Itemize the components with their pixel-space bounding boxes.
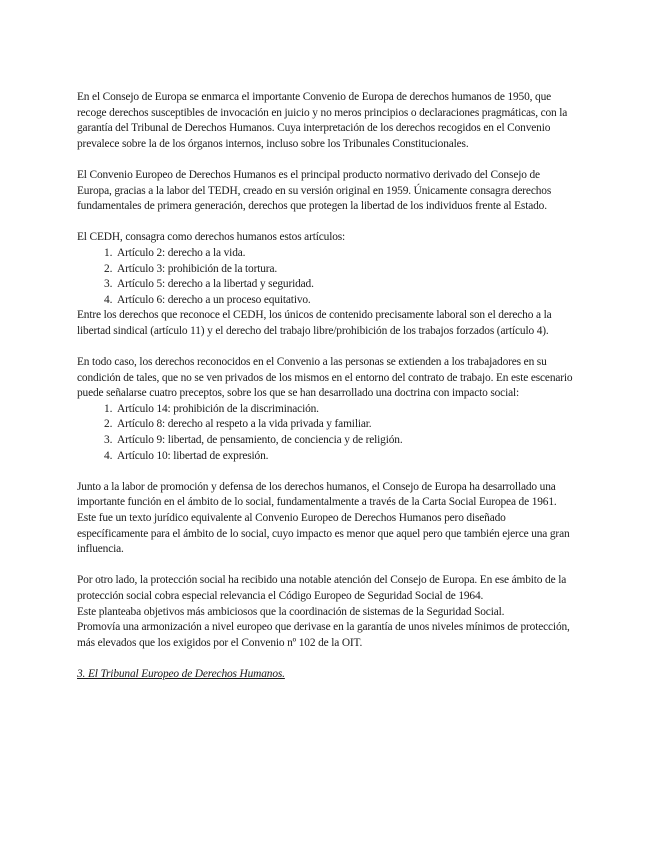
list-item: 2. Artículo 3: prohibición de la tortura. <box>115 262 577 278</box>
list-item: 2. Artículo 8: derecho al respeto a la vida privada y familiar. <box>115 417 577 433</box>
list-item: 3. Artículo 5: derecho a la libertad y seguridad. <box>115 277 577 293</box>
paragraph-trabajadores-intro: En todo caso, los derechos reconocidos en el Convenio a las personas se extienden a los trabajadores en su condición de tales, que no se ven privados de los mismos en el entorno del contrato de trabajo. En este escenario puede señalarse cuatro preceptos, sobre los que se han desarrollado una doctrina con impacto social: <box>77 356 573 400</box>
list-cedh-articulos <box>77 246 577 308</box>
list-item: 3. Artículo 9: libertad, de pensamiento, de conciencia y de religión. <box>115 433 577 449</box>
list-item: 1. Artículo 14: prohibición de la discriminación. <box>115 402 577 418</box>
paragraph-carta-social: Junto a la labor de promoción y defensa de los derechos humanos, el Consejo de Europa ha desarrollado una importante función en el ámbito de lo social, fundamentalmente a través de la Carta Social Europea de 1961. <box>77 480 557 509</box>
paragraph-cedh-articulos-intro: El CEDH, consagra como derechos humanos estos artículos: <box>77 231 346 244</box>
paragraph-cedh-principal: El Convenio Europeo de Derechos Humanos es el principal producto normativo derivado del Consejo de Europa, gracias a la labor del TEDH, creado en su versión original en 1959. Únicamente consagra derechos fundamentales de primera generación, derechos que protegen la libertad de los individuos frente al Estado. <box>77 168 552 213</box>
list-preceptos <box>77 402 577 464</box>
paragraph-armonizacion: Promovía una armonización a nivel europeo que derivase en la garantía de unos niveles mínimos de protección, más elevados que los exigidos por el Convenio nº 102 de la OIT. <box>77 621 570 649</box>
section-heading: 3. El Tribunal Europeo de Derechos Humanos. <box>77 667 285 680</box>
list-item: 1. Artículo 2: derecho a la vida. <box>115 246 577 262</box>
list-item: 4. Artículo 10: libertad de expresión. <box>115 449 577 465</box>
paragraph-objetivos: Este planteaba objetivos más ambiciosos que la coordinación de sistemas de la Seguridad Social. <box>77 605 505 618</box>
paragraph-derechos-laborales: Entre los derechos que reconoce el CEDH, los únicos de contenido precisamente laboral son el derecho a la libertad sindical (artículo 11) y el derecho del trabajo libre/prohibición de los trabajos forzados (artículo 4). <box>77 309 552 337</box>
document-page <box>77 90 577 698</box>
paragraph-carta-social-texto: Este fue un texto jurídico equivalente al Convenio Europeo de Derechos Humanos pero diseñado específicamente para el ámbito de lo social, cuyo impacto es menor que aquel pero que también ejerce una gran influencia. <box>77 512 570 556</box>
paragraph-proteccion-social: Por otro lado, la protección social ha recibido una notable atención del Consejo de Europa. En ese ámbito de la protección social cobra especial relevancia el Código Europeo de Seguridad Social de 1964. <box>77 574 567 602</box>
paragraph-convenio-1950: En el Consejo de Europa se enmarca el importante Convenio de Europa de derechos humanos de 1950, que recoge derechos susceptibles de invocación en juicio y no meros principios o declaraciones pragmáticas, con la garantía del Tribunal de Derechos Humanos. Cuya interpretación de los derechos recogidos en el Convenio prevalece sobre la de los órganos internos, incluso sobre los Tribunales Constitucionales. <box>77 91 568 150</box>
list-item: 4. Artículo 6: derecho a un proceso equitativo. <box>115 293 577 309</box>
